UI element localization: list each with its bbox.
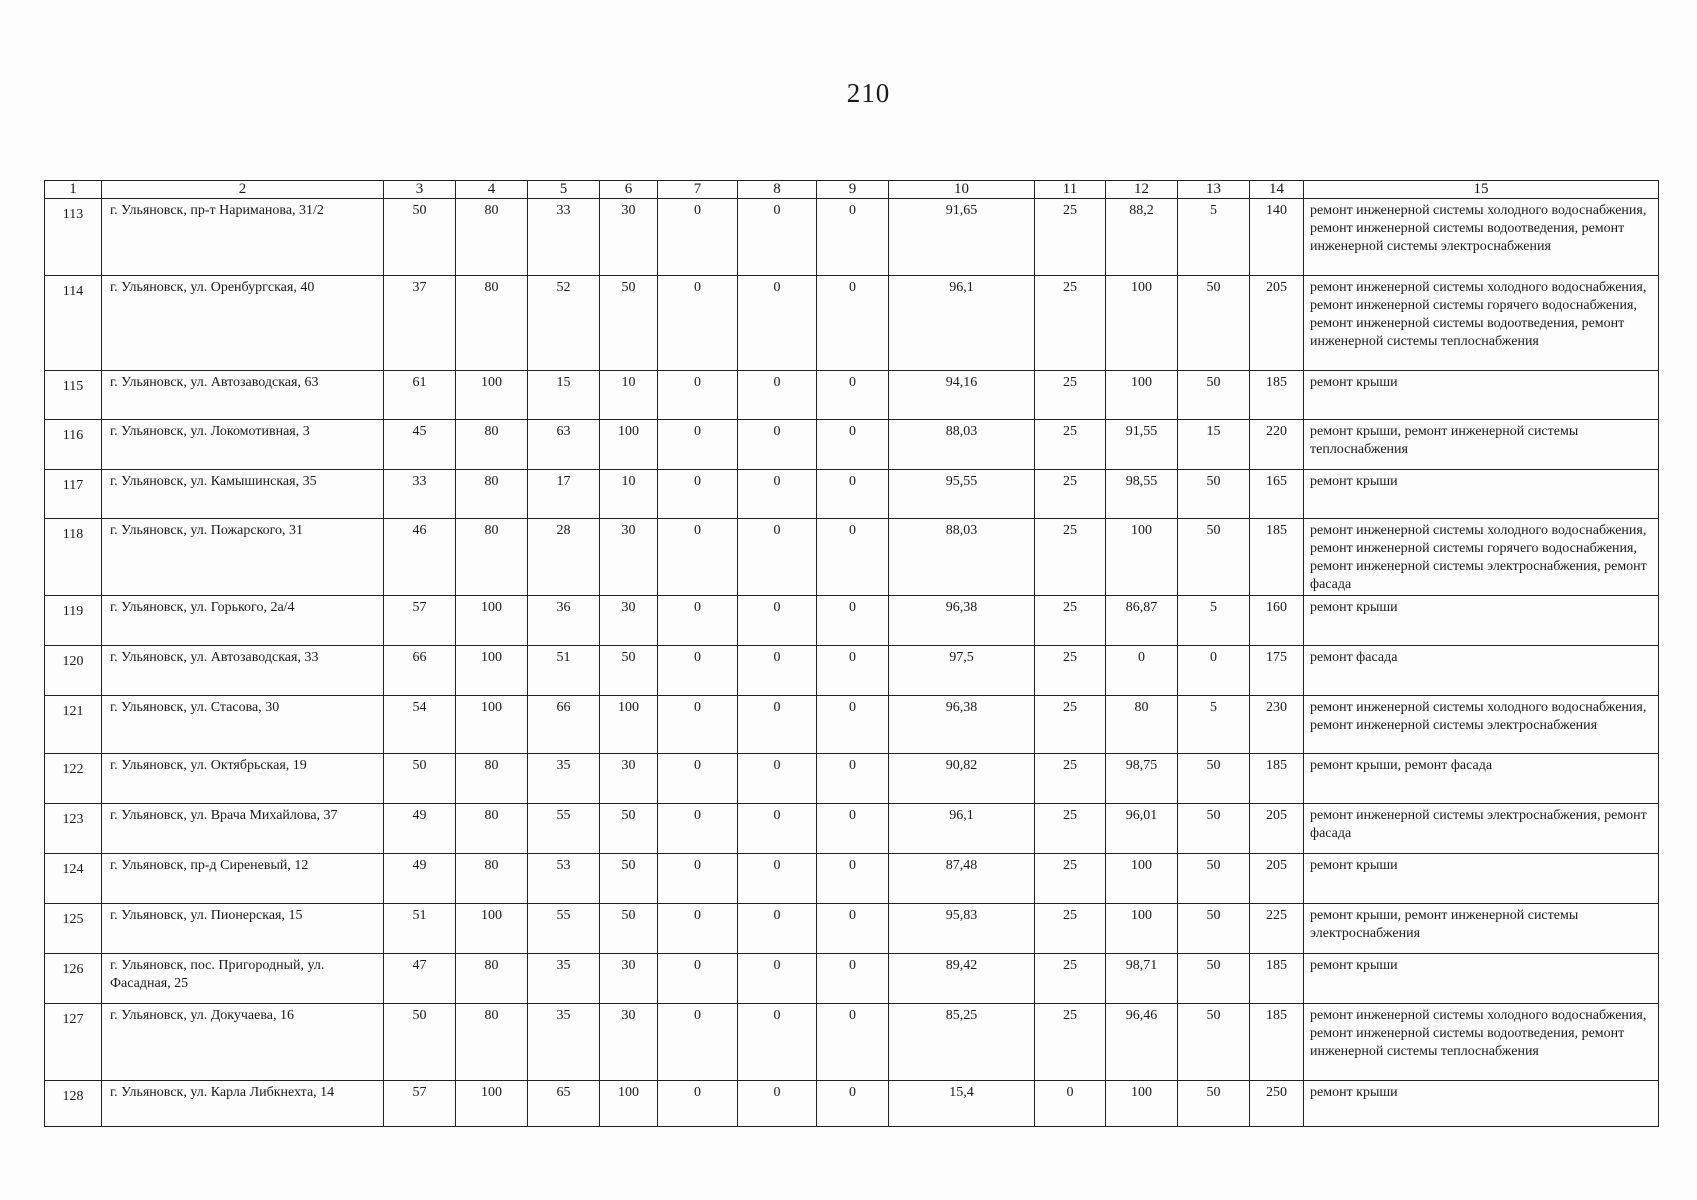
col-8-value: 0	[738, 1004, 817, 1081]
col-14-value: 185	[1250, 1004, 1304, 1081]
col-4-value: 80	[456, 754, 528, 804]
col-8-value: 0	[738, 596, 817, 646]
col-8-value: 0	[738, 954, 817, 1004]
repair-table	[44, 180, 1659, 1127]
page-number: 210	[846, 78, 891, 108]
col-8-value: 0	[738, 470, 817, 519]
col-5-value: 53	[528, 854, 600, 904]
column-number-3: 3	[384, 181, 456, 199]
col-13-value: 0	[1178, 646, 1250, 696]
col-13-value: 50	[1178, 276, 1250, 371]
col-12-value: 98,75	[1106, 754, 1178, 804]
col-7-value: 0	[658, 854, 738, 904]
col-9-value: 0	[817, 199, 889, 276]
works-description: ремонт инженерной системы холодного водоснабжения, ремонт инженерной системы водоотведения, ремонт инженерной системы теплоснабжения	[1304, 1004, 1659, 1081]
col-10-value: 96,1	[889, 276, 1035, 371]
col-6-value: 10	[600, 371, 658, 420]
col-8-value: 0	[738, 904, 817, 954]
row-number: 116	[45, 420, 102, 470]
col-4-value: 80	[456, 954, 528, 1004]
works-description: ремонт крыши	[1304, 854, 1659, 904]
col-10-value: 87,48	[889, 854, 1035, 904]
works-description: ремонт инженерной системы холодного водоснабжения, ремонт инженерной системы горячего водоснабжения, ремонт инженерной системы электроснабжения, ремонт фасада	[1304, 519, 1659, 596]
table-row	[45, 1081, 1659, 1127]
col-9-value: 0	[817, 954, 889, 1004]
col-14-value: 205	[1250, 854, 1304, 904]
col-7-value: 0	[658, 754, 738, 804]
col-8-value: 0	[738, 696, 817, 754]
column-number-10: 10	[889, 181, 1035, 199]
table-row	[45, 596, 1659, 646]
col-9-value: 0	[817, 904, 889, 954]
col-3-value: 50	[384, 199, 456, 276]
col-3-value: 66	[384, 646, 456, 696]
col-3-value: 45	[384, 420, 456, 470]
col-9-value: 0	[817, 854, 889, 904]
col-4-value: 100	[456, 1081, 528, 1127]
col-11-value: 25	[1035, 1004, 1106, 1081]
table-row	[45, 519, 1659, 596]
col-10-value: 95,55	[889, 470, 1035, 519]
works-description: ремонт инженерной системы холодного водоснабжения, ремонт инженерной системы водоотведения, ремонт инженерной системы электроснабжения	[1304, 199, 1659, 276]
col-5-value: 28	[528, 519, 600, 596]
col-6-value: 50	[600, 904, 658, 954]
table-row	[45, 854, 1659, 904]
column-number-4: 4	[456, 181, 528, 199]
address: г. Ульяновск, пр-т Нариманова, 31/2	[102, 199, 384, 276]
works-description: ремонт инженерной системы холодного водоснабжения, ремонт инженерной системы электроснабжения	[1304, 696, 1659, 754]
col-9-value: 0	[817, 696, 889, 754]
col-10-value: 96,38	[889, 696, 1035, 754]
col-4-value: 80	[456, 854, 528, 904]
col-13-value: 50	[1178, 1081, 1250, 1127]
col-14-value: 185	[1250, 371, 1304, 420]
row-number: 119	[45, 596, 102, 646]
address: г. Ульяновск, пр-д Сиреневый, 12	[102, 854, 384, 904]
col-7-value: 0	[658, 470, 738, 519]
col-11-value: 25	[1035, 754, 1106, 804]
col-7-value: 0	[658, 904, 738, 954]
col-12-value: 100	[1106, 904, 1178, 954]
col-13-value: 5	[1178, 596, 1250, 646]
col-4-value: 100	[456, 371, 528, 420]
col-13-value: 50	[1178, 954, 1250, 1004]
col-4-value: 100	[456, 904, 528, 954]
col-3-value: 54	[384, 696, 456, 754]
address: г. Ульяновск, ул. Автозаводская, 33	[102, 646, 384, 696]
col-7-value: 0	[658, 371, 738, 420]
address: г. Ульяновск, ул. Врача Михайлова, 37	[102, 804, 384, 854]
col-10-value: 96,1	[889, 804, 1035, 854]
col-8-value: 0	[738, 371, 817, 420]
col-10-value: 94,16	[889, 371, 1035, 420]
column-number-15: 15	[1304, 181, 1659, 199]
address: г. Ульяновск, ул. Горького, 2а/4	[102, 596, 384, 646]
col-13-value: 50	[1178, 904, 1250, 954]
col-12-value: 88,2	[1106, 199, 1178, 276]
works-description: ремонт крыши	[1304, 1081, 1659, 1127]
row-number: 121	[45, 696, 102, 754]
col-3-value: 50	[384, 1004, 456, 1081]
col-10-value: 15,4	[889, 1081, 1035, 1127]
col-6-value: 50	[600, 854, 658, 904]
col-9-value: 0	[817, 519, 889, 596]
col-6-value: 30	[600, 754, 658, 804]
col-4-value: 80	[456, 199, 528, 276]
col-6-value: 30	[600, 519, 658, 596]
table-body	[45, 199, 1659, 1127]
col-6-value: 30	[600, 1004, 658, 1081]
address: г. Ульяновск, ул. Октябрьская, 19	[102, 754, 384, 804]
col-7-value: 0	[658, 420, 738, 470]
col-9-value: 0	[817, 804, 889, 854]
col-8-value: 0	[738, 519, 817, 596]
col-11-value: 25	[1035, 804, 1106, 854]
works-description: ремонт крыши	[1304, 596, 1659, 646]
col-10-value: 88,03	[889, 519, 1035, 596]
col-5-value: 55	[528, 804, 600, 854]
col-12-value: 100	[1106, 519, 1178, 596]
col-14-value: 185	[1250, 954, 1304, 1004]
column-number-1: 1	[45, 181, 102, 199]
col-13-value: 50	[1178, 470, 1250, 519]
col-6-value: 100	[600, 420, 658, 470]
row-number: 122	[45, 754, 102, 804]
col-8-value: 0	[738, 646, 817, 696]
col-10-value: 95,83	[889, 904, 1035, 954]
col-12-value: 98,71	[1106, 954, 1178, 1004]
address: г. Ульяновск, ул. Стасова, 30	[102, 696, 384, 754]
col-9-value: 0	[817, 1004, 889, 1081]
col-6-value: 100	[600, 1081, 658, 1127]
works-description: ремонт крыши	[1304, 371, 1659, 420]
col-13-value: 50	[1178, 754, 1250, 804]
address: г. Ульяновск, ул. Оренбургская, 40	[102, 276, 384, 371]
col-9-value: 0	[817, 470, 889, 519]
col-13-value: 50	[1178, 854, 1250, 904]
table-row	[45, 754, 1659, 804]
col-13-value: 15	[1178, 420, 1250, 470]
row-number: 113	[45, 199, 102, 276]
col-5-value: 55	[528, 904, 600, 954]
works-description: ремонт фасада	[1304, 646, 1659, 696]
table-row	[45, 1004, 1659, 1081]
col-3-value: 49	[384, 804, 456, 854]
table-row	[45, 420, 1659, 470]
works-description: ремонт крыши	[1304, 954, 1659, 1004]
address: г. Ульяновск, ул. Камышинская, 35	[102, 470, 384, 519]
row-number: 118	[45, 519, 102, 596]
row-number: 120	[45, 646, 102, 696]
col-7-value: 0	[658, 596, 738, 646]
col-13-value: 5	[1178, 696, 1250, 754]
col-9-value: 0	[817, 420, 889, 470]
col-12-value: 100	[1106, 854, 1178, 904]
col-10-value: 96,38	[889, 596, 1035, 646]
row-number: 114	[45, 276, 102, 371]
col-10-value: 89,42	[889, 954, 1035, 1004]
column-number-header-row	[45, 181, 1659, 199]
col-10-value: 91,65	[889, 199, 1035, 276]
address: г. Ульяновск, ул. Локомотивная, 3	[102, 420, 384, 470]
col-14-value: 165	[1250, 470, 1304, 519]
row-number: 128	[45, 1081, 102, 1127]
col-14-value: 160	[1250, 596, 1304, 646]
col-11-value: 25	[1035, 371, 1106, 420]
col-8-value: 0	[738, 420, 817, 470]
row-number: 117	[45, 470, 102, 519]
table-row	[45, 804, 1659, 854]
table-row	[45, 696, 1659, 754]
col-6-value: 100	[600, 696, 658, 754]
col-8-value: 0	[738, 754, 817, 804]
col-14-value: 250	[1250, 1081, 1304, 1127]
table-row	[45, 470, 1659, 519]
col-7-value: 0	[658, 804, 738, 854]
col-13-value: 50	[1178, 371, 1250, 420]
works-description: ремонт инженерной системы электроснабжения, ремонт фасада	[1304, 804, 1659, 854]
works-description: ремонт инженерной системы холодного водоснабжения, ремонт инженерной системы горячего водоснабжения, ремонт инженерной системы водоотведения, ремонт инженерной системы теплоснабжения	[1304, 276, 1659, 371]
address: г. Ульяновск, ул. Карла Либкнехта, 14	[102, 1081, 384, 1127]
col-10-value: 90,82	[889, 754, 1035, 804]
col-5-value: 17	[528, 470, 600, 519]
address: г. Ульяновск, пос. Пригородный, ул. Фасадная, 25	[102, 954, 384, 1004]
col-10-value: 97,5	[889, 646, 1035, 696]
col-5-value: 52	[528, 276, 600, 371]
column-number-14: 14	[1250, 181, 1304, 199]
col-6-value: 30	[600, 954, 658, 1004]
col-8-value: 0	[738, 854, 817, 904]
col-5-value: 66	[528, 696, 600, 754]
col-7-value: 0	[658, 1081, 738, 1127]
col-14-value: 175	[1250, 646, 1304, 696]
col-7-value: 0	[658, 1004, 738, 1081]
col-5-value: 63	[528, 420, 600, 470]
col-5-value: 36	[528, 596, 600, 646]
col-6-value: 50	[600, 804, 658, 854]
col-9-value: 0	[817, 596, 889, 646]
works-description: ремонт крыши, ремонт инженерной системы электроснабжения	[1304, 904, 1659, 954]
col-11-value: 25	[1035, 276, 1106, 371]
col-12-value: 100	[1106, 1081, 1178, 1127]
column-number-2: 2	[102, 181, 384, 199]
col-9-value: 0	[817, 754, 889, 804]
col-11-value: 25	[1035, 519, 1106, 596]
col-12-value: 0	[1106, 646, 1178, 696]
col-11-value: 25	[1035, 596, 1106, 646]
col-13-value: 50	[1178, 804, 1250, 854]
col-12-value: 98,55	[1106, 470, 1178, 519]
col-14-value: 140	[1250, 199, 1304, 276]
row-number: 124	[45, 854, 102, 904]
col-9-value: 0	[817, 1081, 889, 1127]
table-row	[45, 904, 1659, 954]
col-13-value: 5	[1178, 199, 1250, 276]
column-number-13: 13	[1178, 181, 1250, 199]
col-14-value: 220	[1250, 420, 1304, 470]
col-12-value: 100	[1106, 276, 1178, 371]
col-14-value: 205	[1250, 276, 1304, 371]
col-8-value: 0	[738, 276, 817, 371]
column-number-5: 5	[528, 181, 600, 199]
col-9-value: 0	[817, 646, 889, 696]
col-7-value: 0	[658, 954, 738, 1004]
table-row	[45, 276, 1659, 371]
col-7-value: 0	[658, 519, 738, 596]
col-5-value: 65	[528, 1081, 600, 1127]
row-number: 115	[45, 371, 102, 420]
col-11-value: 25	[1035, 954, 1106, 1004]
repair-table-container	[44, 180, 1658, 1127]
col-5-value: 51	[528, 646, 600, 696]
col-12-value: 96,46	[1106, 1004, 1178, 1081]
col-13-value: 50	[1178, 519, 1250, 596]
col-3-value: 46	[384, 519, 456, 596]
table-row	[45, 954, 1659, 1004]
address: г. Ульяновск, ул. Автозаводская, 63	[102, 371, 384, 420]
col-7-value: 0	[658, 199, 738, 276]
column-number-7: 7	[658, 181, 738, 199]
col-7-value: 0	[658, 646, 738, 696]
col-4-value: 80	[456, 1004, 528, 1081]
col-4-value: 80	[456, 420, 528, 470]
col-12-value: 100	[1106, 371, 1178, 420]
row-number: 125	[45, 904, 102, 954]
col-3-value: 33	[384, 470, 456, 519]
col-11-value: 25	[1035, 904, 1106, 954]
col-3-value: 61	[384, 371, 456, 420]
col-3-value: 50	[384, 754, 456, 804]
table-row	[45, 646, 1659, 696]
column-number-8: 8	[738, 181, 817, 199]
address: г. Ульяновск, ул. Докучаева, 16	[102, 1004, 384, 1081]
col-8-value: 0	[738, 1081, 817, 1127]
col-3-value: 57	[384, 596, 456, 646]
col-12-value: 96,01	[1106, 804, 1178, 854]
col-11-value: 25	[1035, 420, 1106, 470]
col-9-value: 0	[817, 371, 889, 420]
col-3-value: 51	[384, 904, 456, 954]
address: г. Ульяновск, ул. Пожарского, 31	[102, 519, 384, 596]
col-6-value: 10	[600, 470, 658, 519]
table-row	[45, 371, 1659, 420]
col-11-value: 25	[1035, 199, 1106, 276]
col-3-value: 57	[384, 1081, 456, 1127]
col-4-value: 100	[456, 596, 528, 646]
row-number: 127	[45, 1004, 102, 1081]
works-description: ремонт крыши, ремонт фасада	[1304, 754, 1659, 804]
col-4-value: 80	[456, 470, 528, 519]
column-number-12: 12	[1106, 181, 1178, 199]
col-3-value: 49	[384, 854, 456, 904]
col-11-value: 25	[1035, 470, 1106, 519]
col-10-value: 88,03	[889, 420, 1035, 470]
col-13-value: 50	[1178, 1004, 1250, 1081]
col-6-value: 50	[600, 276, 658, 371]
works-description: ремонт крыши	[1304, 470, 1659, 519]
col-14-value: 185	[1250, 754, 1304, 804]
col-7-value: 0	[658, 276, 738, 371]
col-6-value: 30	[600, 199, 658, 276]
col-6-value: 50	[600, 646, 658, 696]
col-6-value: 30	[600, 596, 658, 646]
col-7-value: 0	[658, 696, 738, 754]
col-5-value: 35	[528, 954, 600, 1004]
col-14-value: 230	[1250, 696, 1304, 754]
col-8-value: 0	[738, 199, 817, 276]
works-description: ремонт крыши, ремонт инженерной системы теплоснабжения	[1304, 420, 1659, 470]
col-12-value: 86,87	[1106, 596, 1178, 646]
column-number-9: 9	[817, 181, 889, 199]
col-9-value: 0	[817, 276, 889, 371]
col-11-value: 25	[1035, 646, 1106, 696]
col-5-value: 33	[528, 199, 600, 276]
col-8-value: 0	[738, 804, 817, 854]
row-number: 126	[45, 954, 102, 1004]
col-12-value: 91,55	[1106, 420, 1178, 470]
col-5-value: 35	[528, 754, 600, 804]
col-11-value: 0	[1035, 1081, 1106, 1127]
col-11-value: 25	[1035, 854, 1106, 904]
col-14-value: 185	[1250, 519, 1304, 596]
table-row	[45, 199, 1659, 276]
col-14-value: 205	[1250, 804, 1304, 854]
row-number: 123	[45, 804, 102, 854]
col-4-value: 80	[456, 804, 528, 854]
col-4-value: 80	[456, 276, 528, 371]
col-4-value: 80	[456, 519, 528, 596]
col-12-value: 80	[1106, 696, 1178, 754]
col-14-value: 225	[1250, 904, 1304, 954]
col-5-value: 15	[528, 371, 600, 420]
col-4-value: 100	[456, 646, 528, 696]
col-3-value: 37	[384, 276, 456, 371]
column-number-11: 11	[1035, 181, 1106, 199]
col-10-value: 85,25	[889, 1004, 1035, 1081]
column-number-6: 6	[600, 181, 658, 199]
address: г. Ульяновск, ул. Пионерская, 15	[102, 904, 384, 954]
col-4-value: 100	[456, 696, 528, 754]
col-3-value: 47	[384, 954, 456, 1004]
col-5-value: 35	[528, 1004, 600, 1081]
col-11-value: 25	[1035, 696, 1106, 754]
